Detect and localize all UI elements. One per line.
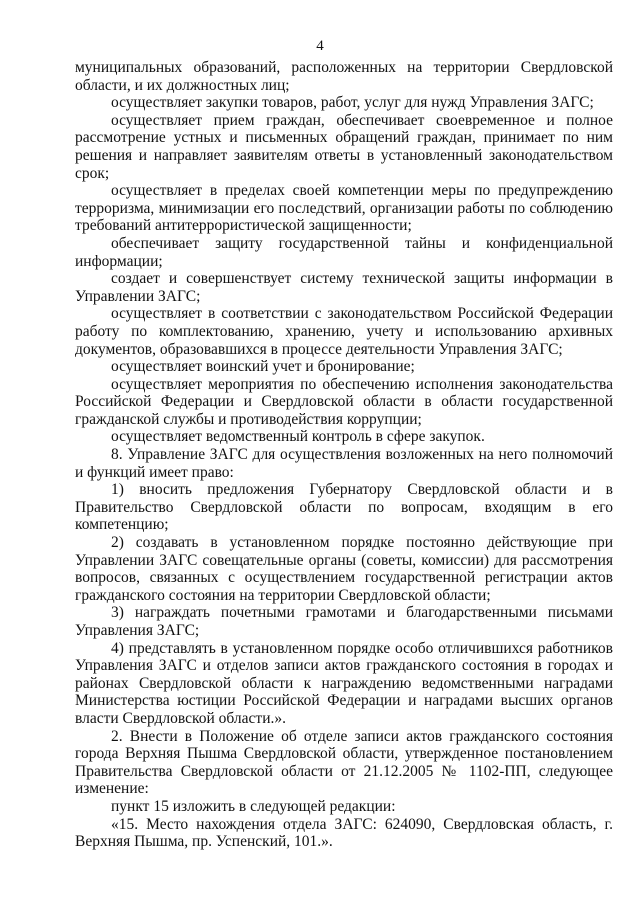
paragraph: осуществляет мероприятия по обеспечению исполнения законодательства Российской Федерации и Свердловской области в области государственной гражданской службы и противодействия коррупции; [75,375,613,428]
paragraph: 3) награждать почетными грамотами и благодарственными письмами Управления ЗАГС; [75,604,613,639]
paragraph: 2. Внести в Положение об отделе записи актов гражданского состояния города Верхняя Пышма Свердловской области, утвержденное постановлением Правительства Свердловской области от 21.12.2005 № 1102-ПП, следующее изменение: [75,727,613,798]
paragraph: осуществляет закупки товаров, работ, услуг для нужд Управления ЗАГС; [111,94,594,112]
page-number: 4 [316,38,324,54]
document-body [75,59,613,851]
paragraph: осуществляет воинский учет и бронирование; [111,358,415,376]
paragraph: пункт 15 изложить в следующей редакции: [111,797,396,815]
paragraph: осуществляет прием граждан, обеспечивает своевременное и полное рассмотрение устных и письменных обращений граждан, принимает по ним решения и направляет заявителям ответы в установленный законодательством срок; [75,111,613,182]
paragraph: «15. Место нахождения отдела ЗАГС: 624090, Свердловская область, г. Верхняя Пышма, пр. Успенский, 101.». [75,815,613,851]
paragraph: 1) вносить предложения Губернатору Свердловской области и в Правительство Свердловской области по вопросам, входящим в его компетенцию; [75,481,613,534]
paragraph: осуществляет в соответствии с законодательством Российской Федерации работу по комплектованию, хранению, учету и использованию архивных документов, образовавшихся в процессе деятельности Управления ЗАГС; [75,305,613,358]
paragraph: осуществляет в пределах своей компетенции меры по предупреждению терроризма, минимизации его последствий, организации работы по соблюдению требований антитеррористической защищенности; [75,182,613,235]
paragraph: 2) создавать в установленном порядке постоянно действующие при Управлении ЗАГС совещательные органы (советы, комиссии) для рассмотрения вопросов, связанных с осуществлением государственной регистрации актов гражданского состояния на территории Свердловской области; [75,534,613,604]
paragraph: осуществляет ведомственный контроль в сфере закупок. [111,428,485,446]
paragraph: 4) представлять в установленном порядке особо отличившихся работников Управления ЗАГС и отделов записи актов гражданского состояния в городах и районах Свердловской области к награждению ведомственными наградами Министерства юстиции Российской Федерации и наградами высших органов власти Свердловской области.». [75,639,613,727]
paragraph: 8. Управление ЗАГС для осуществления возложенных на него полномочий и функций имеет право: [75,446,613,481]
paragraph: создает и совершенствует систему технической защиты информации в Управлении ЗАГС; [75,270,613,305]
paragraph: обеспечивает защиту государственной тайны и конфиденциальной информации; [75,234,613,270]
paragraph: муниципальных образований, расположенных на территории Свердловской области, и их должностных лиц; [75,59,613,94]
